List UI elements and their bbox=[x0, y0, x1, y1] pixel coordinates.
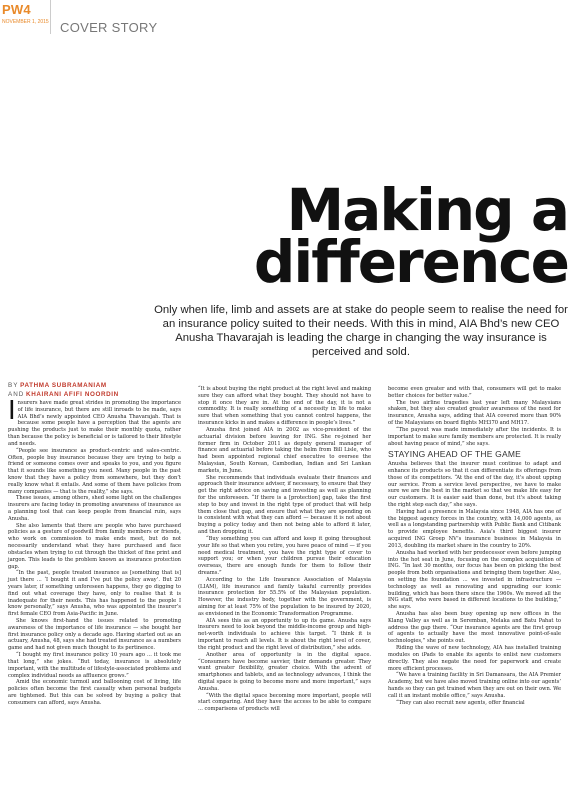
article-subheading: STAYING AHEAD OF THE GAME bbox=[388, 449, 521, 460]
byline-prefix: AND bbox=[8, 391, 25, 398]
bylines bbox=[8, 381, 148, 399]
article-paragraph: Anusha has also been busy opening up new offices in the Klang Valley as well as in Seremban, Melaka and Batu Pahat to address the gap there. “Our insurance agents are the first group of agents to actually have the most innovative point-of-sale technologies,” she points out. bbox=[388, 611, 561, 645]
page-header bbox=[0, 0, 580, 34]
article-paragraph: According to the Life Insurance Association of Malaysia (LIAM), life insurance and family takaful currently provides insurance protection for 55.5% of the Malaysian population. However, the industry body, together with the government, is aiming for at least 75% of the population to be insured by 2020, as envisioned in the Economic Transformation Programme. bbox=[198, 576, 371, 617]
article-paragraph: “We have a training facility in Sri Damansara, the AIA Premier Academy, but we have also moved training online into our agents’ hands so they can get trained when they are out on their own. We call it an instant mobile office,” says Anusha. bbox=[388, 672, 561, 699]
section-label: COVER STORY bbox=[60, 20, 158, 35]
article-paragraph: Anusha believes that the insurer must continue to adapt and enhance its products so that it can differentiate its offerings from those of its competitors. “At the end of the day, it’s about upping our service. From a service level perspective, we have to make sure we are the best in the market so that we make life easy for our customers. It is easier said than done, but it’s about taking the right step each day,” she says. bbox=[388, 461, 561, 508]
article-paragraph: Insurers have made great strides in promoting the importance of life insurance, but there are still inroads to be made, says AIA Bhd’s newly appointed CEO Anusha Thavarajah. That is because some people have a perception that the agents are pushing the products just to make their monthly quota, rather than because the policy is beneficial or is tailored to their lifestyle and needs. bbox=[8, 396, 181, 447]
article-paragraph: These issues, among others, shed some light on the challenges insurers are facing today in promoting awareness of insurance as a planning tool that can keep people from financial ruin, says Anusha. bbox=[8, 495, 181, 522]
article-paragraph: “The payout was made immediately after the incidents. It is important to make sure family members are protected. It is really about having peace of mind,” she says. bbox=[388, 426, 561, 447]
article-paragraph: Anusha had worked with her predecessor even before jumping into the hot seat in June, focusing on the complex acquisition of ING. “In last 30 months, our focus has been on picking the best people from both organisations and bringing them together. Also, on setting the foundation ... we invested in infrastructure — technology as well as renovating and upgrading our iconic building, which has been there since the 1960s. We moved all the ING staff, who were based in different locations to the building,” she says. bbox=[388, 549, 561, 611]
article-paragraph: AIA sees this as an opportunity to up its game. Anusha says insurers need to look beyond the middle-income group and high-net-worth individuals to achieve this target. “I think it is important to reach all levels. It is about the right level of cover, the right product and the right level of distribution,” she adds. bbox=[198, 617, 371, 651]
byline-1 bbox=[8, 381, 148, 390]
page-number-box bbox=[0, 0, 51, 34]
byline-2 bbox=[8, 390, 148, 399]
byline-prefix: BY bbox=[8, 382, 19, 389]
article-paragraph: She also laments that there are people who have purchased policies as a gesture of goodwill from family members or friends, who work on commission to make ends meet, but do not necessarily understand what they have purchased and face obstacles when trying to cut through the thicket of fine print and jargon. This leads to the problem known as insurance protection gap. bbox=[8, 522, 181, 570]
article-paragraph: become even greater and with that, consumers will get to make better choices for better value.” bbox=[388, 386, 561, 399]
headline bbox=[253, 176, 568, 296]
article-paragraph: “With the digital space becoming more important, people will start comparing. And they have the access to be able to compare ... comparisons of products will bbox=[198, 692, 371, 713]
article-paragraph: “In the past, people treated insurance as [something that is] just there ... ‘I bought it and I’ve put the policy away’. But 20 years later, if something unforeseen happens, they go digging to find out what coverage they have, only to realise that it is inadequate for their needs. This has happened to the people I know personally,” says Anusha, who was appointed the insurer’s first female CEO from Asia-Pacific in June. bbox=[8, 570, 181, 618]
article-paragraph: “Buy something you can afford and keep it going throughout your life so that when you retire, you have peace of mind — if you need medical treatment, you have the right type of cover to support you; or when your children pursue their education overseas, there are enough funds for them to follow their dreams.” bbox=[198, 535, 371, 576]
article-paragraph: Riding the wave of new technology, AIA has installed training modules on iPads to enable its agents to enlist new customers directly. They also negate the need for paperwork and create more efficient processes. bbox=[388, 645, 561, 672]
page-number: PW4 bbox=[2, 2, 31, 17]
article-column-2 bbox=[198, 386, 371, 713]
article-paragraph: Having had a presence in Malaysia since 1948, AIA has one of the biggest agency forces in the country, with 14,000 agents, as well as a longstanding partnership with Public Bank and Citibank to provide employee benefits. Asia’s third biggest insurer acquired ING Groep NV’s insurance business in Malaysia in 2013, doubling its market share in the country to 20%. bbox=[388, 508, 561, 549]
article-paragraph: Anusha first joined AIA in 2002 as vice-president of the actuarial division before leaving for ING. She re-joined her former firm in October 2011 as deputy general manager of finance and actuarial before taking the helm from Bill Lisle, who had been appointed regional chief executive to oversee the Malaysian, South Korean, Cambodian, Indian and Sri Lankan markets, in June. bbox=[198, 426, 371, 474]
article-paragraph: “It is about buying the right product at the right level and making sure they can afford what they bought. They should not have to stop it once they are in. At the end of the day, it is not a commodity. It is really something of a necessity in life to make sure that when something that you cannot control happens, the insurance kicks in and makes a difference in people’s lives.” bbox=[198, 386, 371, 427]
byline-author: KHAIRANI AFIFI NOORDIN bbox=[26, 391, 119, 398]
headline-line-2: difference bbox=[253, 228, 568, 296]
issue-date: NOVEMBER 1, 2015 bbox=[2, 19, 49, 25]
article-paragraph: “People see insurance as product-centric and sales-centric. Often, people buy insurance because they are trying to help a friend or someone comes over and speaks to you, and you figure that it sounds like something you need. Many people in the past know that they have a policy from somewhere, but they don’t really know what it entails. And some of them have policies from many companies — that is the reality,” she says. bbox=[8, 447, 181, 495]
article-paragraph: “They can also recruit new agents, offer financial bbox=[396, 699, 525, 706]
article-paragraph: Another area of opportunity is in the digital space. “Consumers have become savvier, their demands greater. They want greater flexibility, greater choice. With the advent of smartphones and tablets, and as technology advances, I think the digital space is going to become more and more important,” says Anusha. bbox=[198, 651, 371, 692]
headline-line-1: Making a bbox=[286, 176, 568, 244]
article-paragraph: The two airline tragedies last year left many Malaysians shaken, but they also created greater awareness of the need for insurance, Anusha says, adding that AIA covered more than 90% of the Malaysians on board flights MH370 and MH17. bbox=[388, 399, 561, 427]
article-paragraph: Amid the economic turmoil and ballooning cost of living, life policies often become the first casualty when personal budgets are tightened. But this can be solved by buying a policy that consumers can afford, says Anusha. bbox=[8, 679, 181, 706]
article-column-3 bbox=[388, 386, 561, 706]
drop-cap: I bbox=[8, 396, 16, 426]
article-paragraph: She knows first-hand the issues related to promoting awareness of the importance of life insurance — she bought her first insurance policy only a decade ago. Having started out as an actuary, Anusha, 48, says she had treated insurance as a numbers game and had not given much thought to its pertinence. bbox=[8, 618, 181, 652]
article-paragraph: She recommends that individuals evaluate their finances and approach their insurance adviser, if necessary, to ensure that they get the right advice on saving and investing as well as planning for the unforeseen. “If there is a [protection] gap, take the first step to buy and invest in the right type of product that will help them close that gap, and ensure that what they are spending on is consistent with what they can afford — because it is not about buying a policy today and then not being able to afford it later, and then dropping it. bbox=[198, 474, 371, 536]
article-paragraph: “I bought my first insurance policy 10 years ago ... it took me that long,” she jokes. “But today, insurance is absolutely important, with the multitude of lifestyle-associated problems and complex individual needs as affluence grows.” bbox=[8, 652, 181, 679]
standfirst: Only when life, limb and assets are at stake do people seem to realise the need for an insurance policy suited to their needs. With this in mind, AIA Bhd’s new CEO Anusha Thavarajah is leading the charge in changing the way insurance is perceived and sold. bbox=[154, 304, 568, 358]
article-column-1 bbox=[8, 396, 181, 707]
byline-author: PATHMA SUBRAMANIAM bbox=[20, 382, 107, 389]
